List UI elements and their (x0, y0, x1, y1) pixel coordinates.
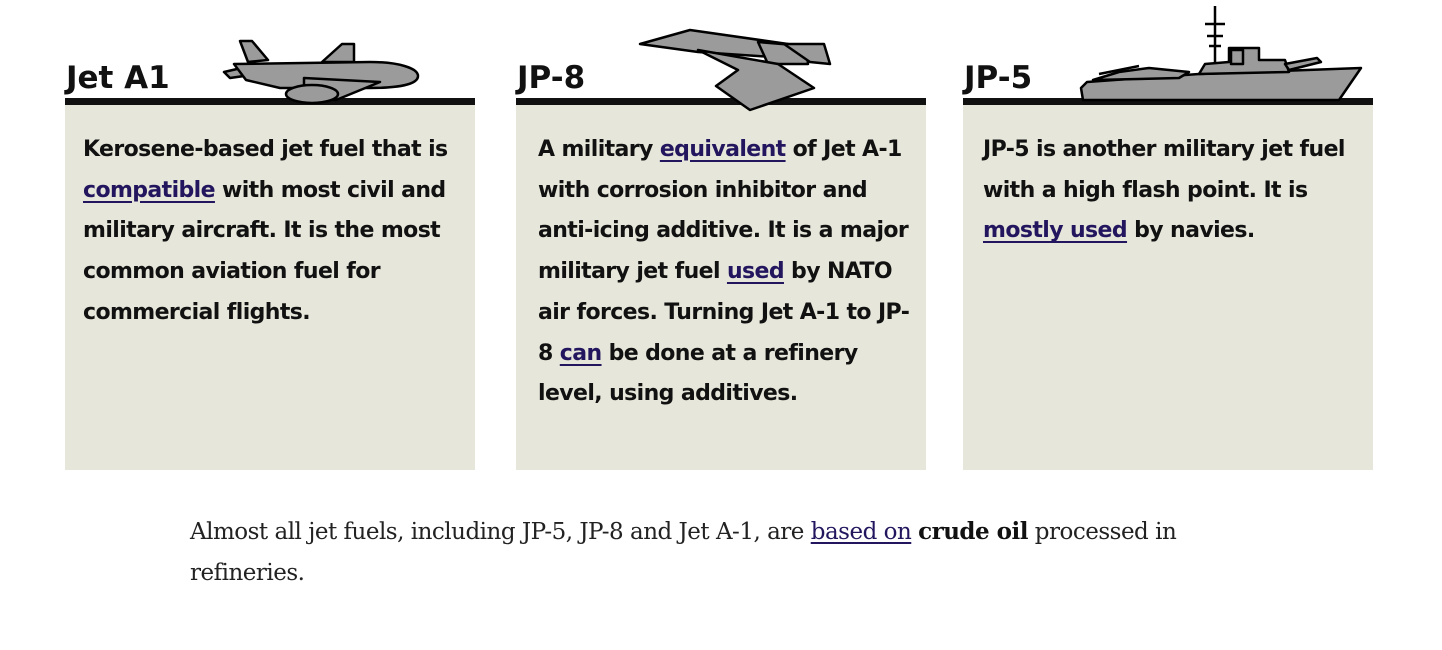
warship-icon (1079, 2, 1365, 100)
description-text: of Jet A-1 with corrosion inhibitor and anti-icing additive. It is a major military jet fuel (538, 137, 909, 285)
link-equivalent[interactable]: equivalent (659, 137, 786, 162)
card-header (65, 0, 475, 98)
fuel-card-jp-5 (963, 0, 1373, 470)
description-text: Kerosene-based jet fuel that is (83, 137, 448, 162)
fuel-card-jp-8 (516, 0, 926, 470)
link-can[interactable]: can (559, 340, 602, 366)
airliner-icon (220, 38, 425, 108)
card-description (65, 105, 475, 470)
description-text: A military (538, 137, 660, 162)
summary-text: Almost all jet fuels, including JP-5, JP-8 and Jet A-1, are (190, 519, 811, 545)
fuel-card-jet-a1 (65, 0, 475, 470)
card-title: JP-8 (517, 60, 586, 96)
card-description (516, 105, 926, 470)
link-compatible[interactable]: compatible (83, 177, 215, 203)
description-text: by navies. (1127, 218, 1255, 244)
link-based-on[interactable]: based on (810, 519, 912, 545)
description-text: with most civil and military aircraft. It is the most common aviation fuel for commercial flights. (83, 177, 446, 325)
description-text: JP-5 is another military jet fuel with a high flash point. It is (983, 137, 1345, 203)
card-title: JP-5 (964, 60, 1033, 96)
card-header (516, 0, 926, 98)
description-text: be done at a refinery level, using additives. (538, 340, 858, 407)
link-used[interactable]: used (726, 259, 784, 285)
summary-paragraph (190, 511, 1260, 594)
card-title: Jet A1 (66, 60, 170, 96)
crude-oil-emphasis: crude oil (918, 518, 1028, 545)
card-header (963, 0, 1373, 98)
fighter-jet-icon (638, 24, 838, 114)
description-text: by NATO air forces. Turning Jet A-1 to JP-8 (538, 259, 910, 366)
link-mostly-used[interactable]: mostly used (983, 218, 1128, 244)
summary-text: processed in refineries. (190, 519, 1177, 586)
card-description (963, 105, 1373, 470)
